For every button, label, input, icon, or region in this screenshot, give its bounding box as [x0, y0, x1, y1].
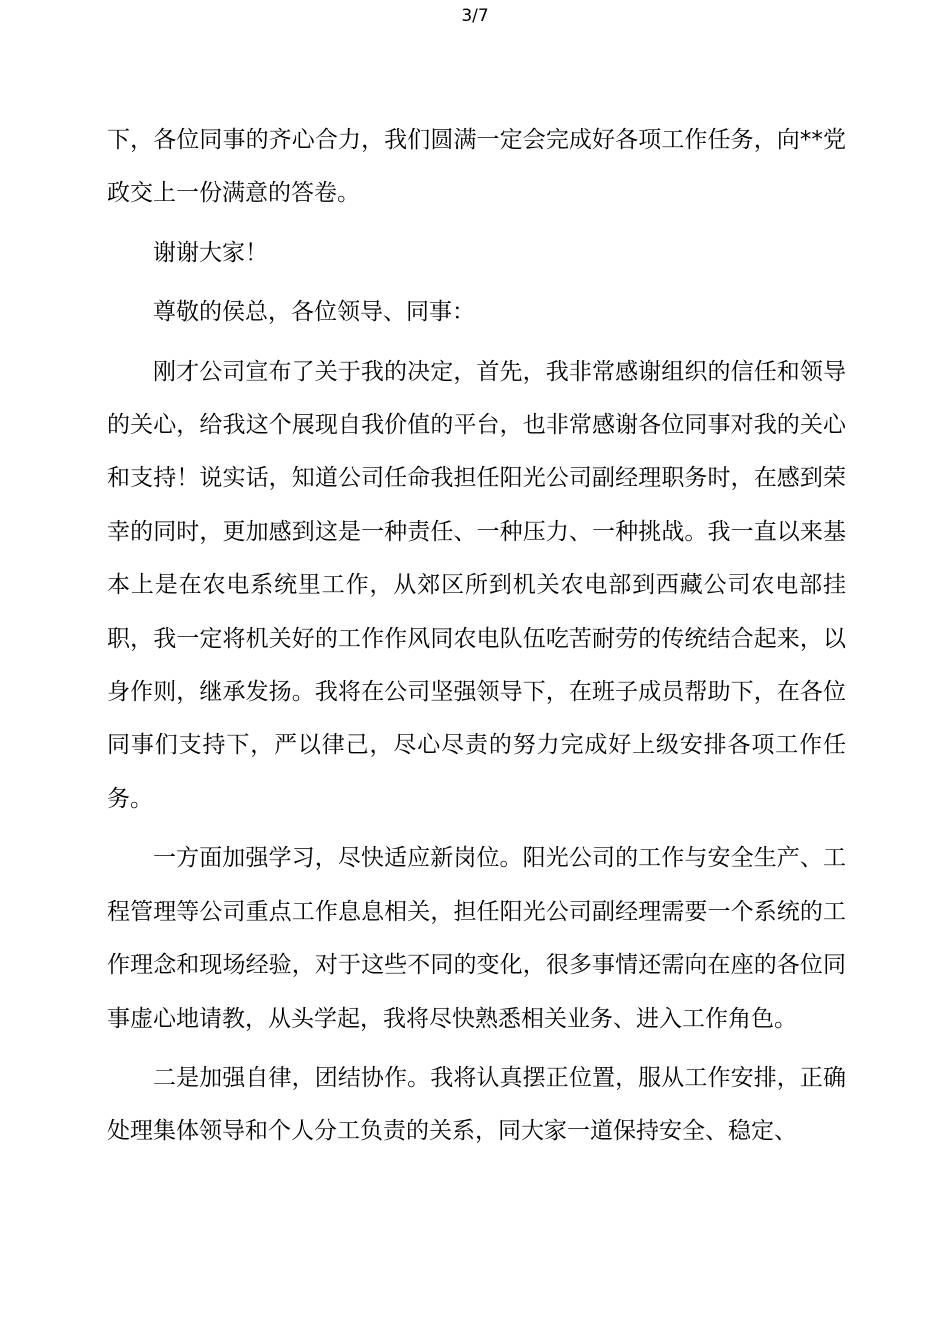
paragraph-6: 二是加强自律，团结协作。我将认真摆正位置，服从工作安排，正确处理集体领导和个人分工负责的关系，同大家一道保持安全、稳定、	[107, 1064, 846, 1145]
page-number: 3/7	[461, 6, 489, 26]
paragraph-5: 一方面加强学习，尽快适应新岗位。阳光公司的工作与安全生产、工程管理等公司重点工作息息相关，担任阳光公司副经理需要一个系统的工作理念和现场经验，对于这些不同的变化，很多事情还需向在座的各位同事虚心地请教，从头学起，我将尽快熟悉相关业务、进入工作角色。	[107, 845, 846, 1032]
paragraph-1: 下，各位同事的齐心合力，我们圆满一定会完成好各项工作任务，向**党政交上一份满意的答卷。	[107, 127, 846, 207]
paragraph-4: 刚才公司宣布了关于我的决定，首先，我非常感谢组织的信任和领导的关心，给我这个展现自我价值的平台，也非常感谢各位同事对我的关心和支持！说实话，知道公司任命我担任阳光公司副经理职务时，在感到荣幸的同时，更加感到这是一种责任、一种压力、一种挑战。我一直以来基本上是在农电系统里工作，从郊区所到机关农电部到西藏公司农电部挂职，我一定将机关好的工作作风同农电队伍吃苦耐劳的传统结合起来，以身作则，继承发扬。我将在公司坚强领导下，在班子成员帮助下，在各位同事们支持下，严以律己，尽心尽责的努力完成好上级安排各项工作任务。	[107, 358, 846, 812]
paragraph-3: 尊敬的侯总，各位领导、同事：	[153, 299, 475, 326]
paragraph-2: 谢谢大家！	[153, 239, 268, 266]
document-body	[107, 114, 846, 1165]
